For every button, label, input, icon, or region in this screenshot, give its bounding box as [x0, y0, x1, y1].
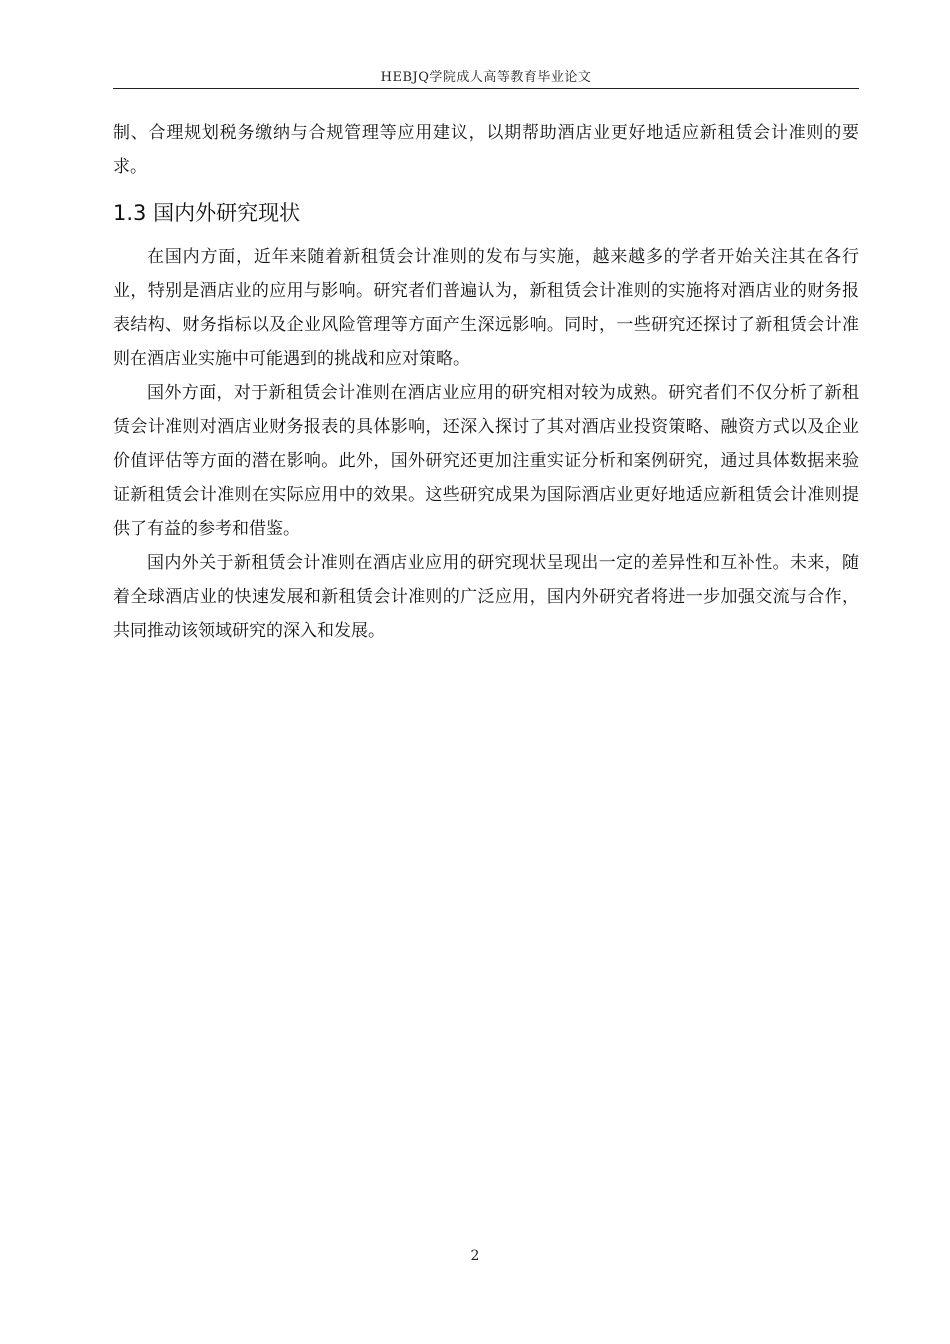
paragraph-comparison-summary: 国内外关于新租赁会计准则在酒店业应用的研究现状呈现出一定的差异性和互补性。未来，随着全球酒店业的快速发展和新租赁会计准则的广泛应用，国内外研究者将进一步加强交流与合作，共同推动该领域研究的深入和发展。	[113, 553, 859, 641]
paragraph-foreign-research: 国外方面，对于新租赁会计准则在酒店业应用的研究相对较为成熟。研究者们不仅分析了新租赁会计准则对酒店业财务报表的具体影响，还深入探讨了其对酒店业投资策略、融资方式以及企业价值评估等方面的潜在影响。此外，国外研究还更加注重实证分析和案例研究，通过具体数据来验证新租赁会计准则在实际应用中的效果。这些研究成果为国际酒店业更好地适应新租赁会计准则提供了有益的参考和借鉴。	[113, 383, 859, 539]
page-number: 2	[470, 1248, 480, 1264]
section-heading: 1.3 国内外研究现状	[113, 201, 301, 225]
paragraph-domestic-research: 在国内方面，近年来随着新租赁会计准则的发布与实施，越来越多的学者开始关注其在各行业，特别是酒店业的应用与影响。研究者们普遍认为，新租赁会计准则的实施将对酒店业的财务报表结构、财务指标以及企业风险管理等方面产生深远影响。同时，一些研究还探讨了新租赁会计准则在酒店业实施中可能遇到的挑战和应对策略。	[113, 247, 859, 369]
continuation-paragraph: 制、合理规划税务缴纳与合规管理等应用建议，以期帮助酒店业更好地适应新租赁会计准则的要求。	[113, 123, 859, 177]
section-body	[113, 240, 859, 648]
page-header-title: HEBJQ学院成人高等教育毕业论文	[380, 70, 592, 85]
header-divider	[113, 88, 859, 89]
